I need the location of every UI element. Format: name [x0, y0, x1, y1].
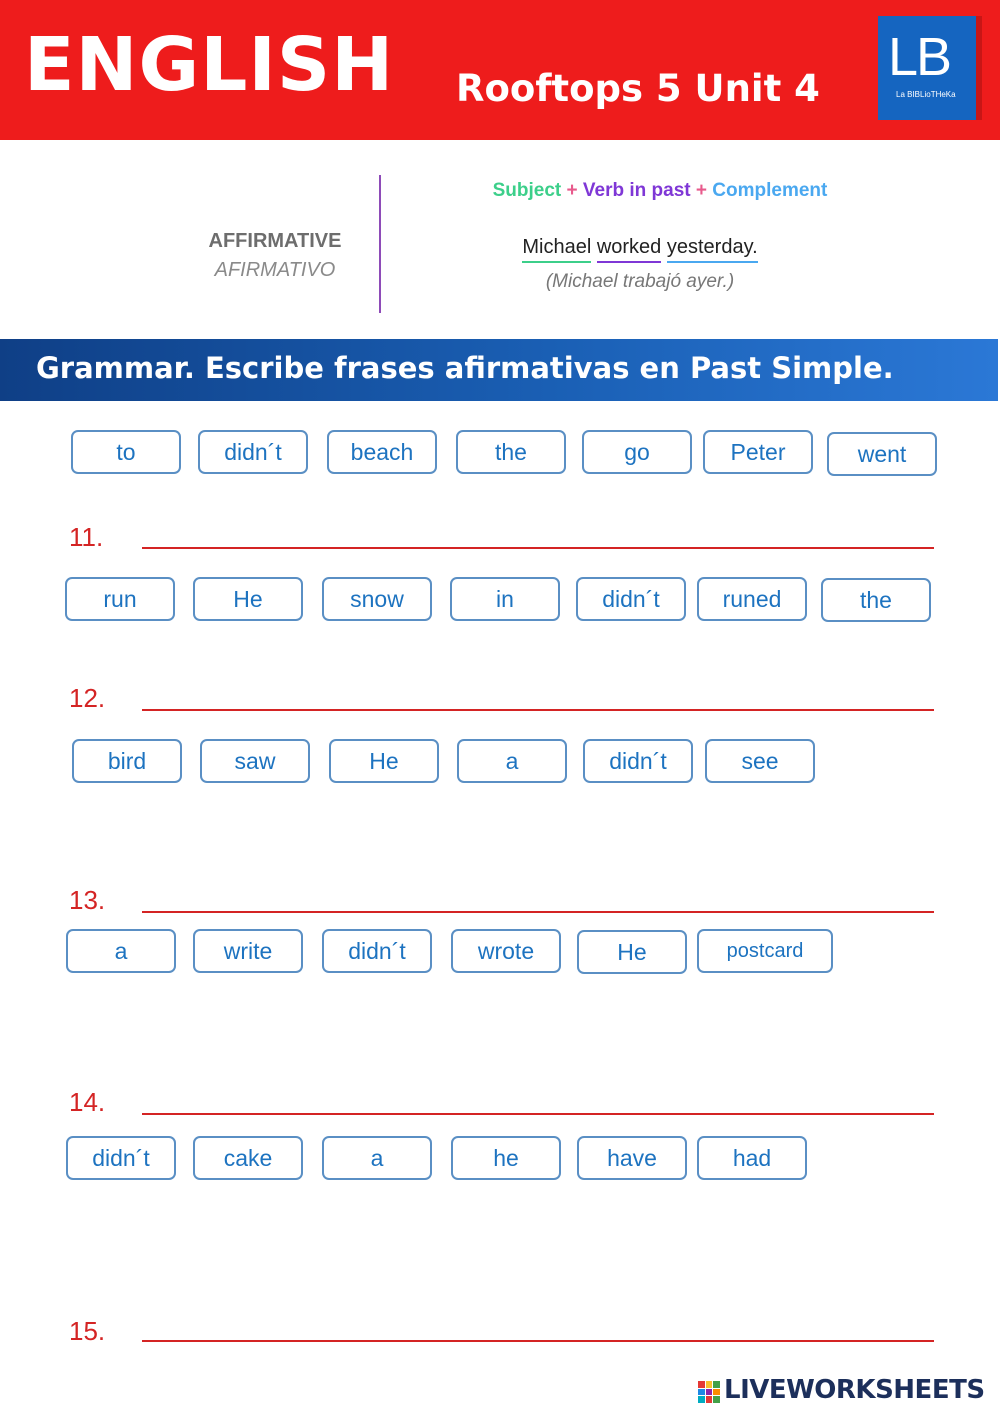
header-bar: [0, 0, 1000, 140]
answer-input[interactable]: [142, 1340, 934, 1342]
question-number: 13.: [69, 885, 106, 915]
word-tile[interactable]: the: [456, 430, 566, 474]
word-tile[interactable]: write: [193, 929, 303, 973]
word-tile[interactable]: a: [66, 929, 176, 973]
page-subtitle: Rooftops 5 Unit 4: [456, 67, 820, 110]
question-number: 11.: [69, 522, 104, 552]
answer-input[interactable]: [142, 709, 934, 711]
word-tile[interactable]: the: [821, 578, 931, 622]
word-tile[interactable]: He: [329, 739, 439, 783]
answer-input[interactable]: [142, 1113, 934, 1115]
word-tile[interactable]: saw: [200, 739, 310, 783]
word-tile[interactable]: wrote: [451, 929, 561, 973]
word-tile[interactable]: didn´t: [66, 1136, 176, 1180]
word-tile[interactable]: He: [193, 577, 303, 621]
affirmative-translation: AFIRMATIVO: [214, 259, 336, 281]
formula-complement: Complement: [712, 180, 828, 201]
word-tile[interactable]: runed: [697, 577, 807, 621]
word-tile[interactable]: didn´t: [583, 739, 693, 783]
word-tile[interactable]: didn´t: [198, 430, 308, 474]
word-tile[interactable]: didn´t: [322, 929, 432, 973]
logo: [878, 16, 982, 120]
word-tile[interactable]: a: [457, 739, 567, 783]
word-tile[interactable]: run: [65, 577, 175, 621]
answer-input[interactable]: [142, 547, 934, 549]
word-tile[interactable]: beach: [327, 430, 437, 474]
logo-text: La BIBLioTHeKa: [896, 90, 956, 99]
word-bank-row: [0, 577, 1000, 625]
grammar-formula: [380, 180, 940, 202]
formula-plus: +: [695, 180, 708, 201]
word-tile[interactable]: He: [577, 930, 687, 974]
word-tile[interactable]: went: [827, 432, 937, 476]
word-bank-row: [0, 430, 1000, 478]
word-tile[interactable]: postcard: [697, 929, 833, 973]
word-bank-row: [0, 929, 1000, 977]
example-verb: worked: [597, 236, 661, 263]
word-tile[interactable]: didn´t: [576, 577, 686, 621]
word-tile[interactable]: see: [705, 739, 815, 783]
word-tile[interactable]: bird: [72, 739, 182, 783]
word-bank-row: [0, 739, 1000, 787]
word-tile[interactable]: cake: [193, 1136, 303, 1180]
word-tile[interactable]: had: [697, 1136, 807, 1180]
word-bank-row: [0, 1136, 1000, 1184]
logo-mark: LB: [888, 27, 951, 87]
word-tile[interactable]: go: [582, 430, 692, 474]
word-tile[interactable]: in: [450, 577, 560, 621]
liveworksheets-brand: LIVEWORKSHEETS: [724, 1375, 985, 1405]
formula-plus: +: [566, 180, 578, 201]
question-number: 15.: [69, 1316, 106, 1346]
word-tile[interactable]: to: [71, 430, 181, 474]
question-number: 12.: [69, 683, 106, 713]
word-tile[interactable]: Peter: [703, 430, 813, 474]
example-complement: yesterday.: [667, 236, 758, 263]
word-tile[interactable]: have: [577, 1136, 687, 1180]
instruction-banner: [0, 339, 998, 401]
example-translation: (Michael trabajó ayer.): [545, 271, 735, 292]
example-subject: Michael: [522, 236, 591, 263]
answer-input[interactable]: [142, 911, 934, 913]
question-number: 14.: [69, 1087, 106, 1117]
word-tile[interactable]: he: [451, 1136, 561, 1180]
instruction-text: Grammar. Escribe frases afirmativas en Past Simple.: [36, 351, 894, 385]
formula-subject: Subject: [492, 180, 562, 201]
word-tile[interactable]: a: [322, 1136, 432, 1180]
page-title: ENGLISH: [24, 22, 395, 108]
word-tile[interactable]: snow: [322, 577, 432, 621]
formula-verb: Verb in past: [582, 180, 691, 201]
liveworksheets-icon: [698, 1381, 720, 1403]
example-sentence: [380, 236, 900, 263]
affirmative-label: AFFIRMATIVE: [208, 230, 342, 252]
